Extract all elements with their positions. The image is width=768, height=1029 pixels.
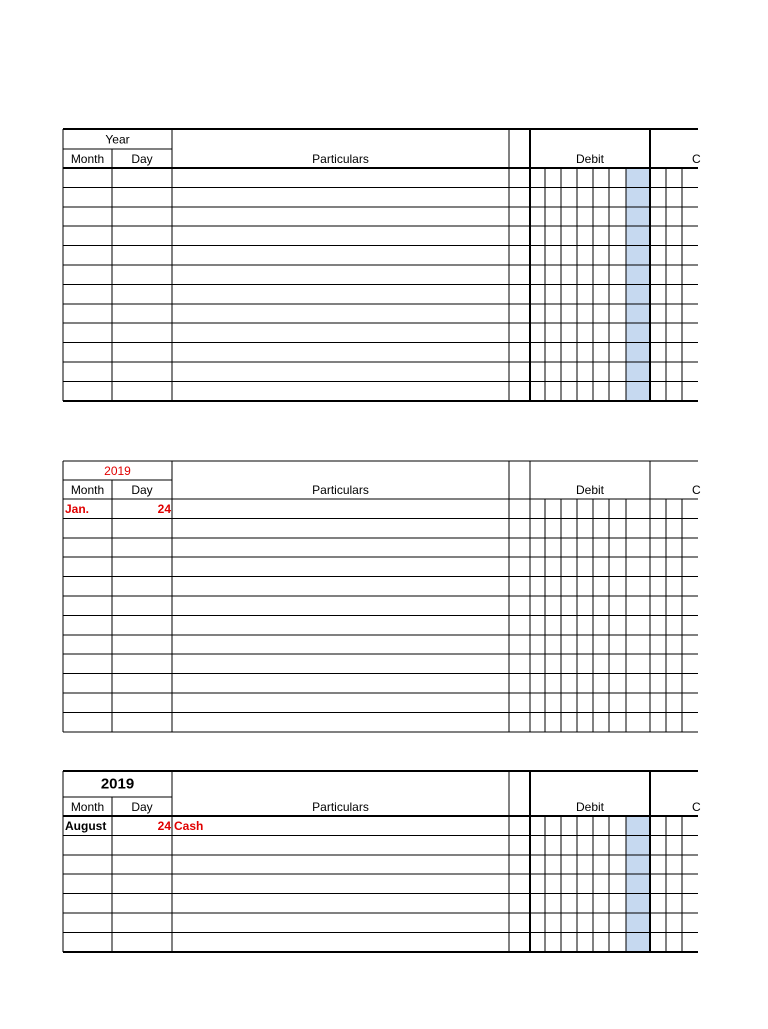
year-label: 2019 [104, 464, 131, 478]
debit-header: Debit [575, 800, 605, 814]
journal-table [63, 461, 701, 732]
entry-particulars: Cash [174, 819, 204, 834]
credit-header-partial: C [692, 483, 701, 497]
particulars-header: Particulars [312, 152, 369, 166]
shaded-cents-column [626, 816, 650, 952]
year-label: Year [105, 132, 130, 147]
credit-header-partial: C [692, 152, 701, 166]
entry-day: 24 [157, 819, 171, 834]
entry-day: 24 [157, 502, 171, 517]
month-header: Month [70, 483, 105, 497]
credit-header-partial: C [692, 800, 701, 814]
month-header: Month [70, 152, 105, 166]
month-header: Month [70, 800, 105, 814]
year-label: 2019 [100, 775, 135, 793]
day-header: Day [131, 800, 153, 814]
particulars-header: Particulars [312, 483, 369, 497]
entry-month: August [65, 819, 107, 834]
particulars-header: Particulars [312, 800, 369, 814]
debit-header: Debit [575, 152, 605, 166]
journal-table [63, 129, 701, 401]
debit-header: Debit [575, 483, 605, 497]
entry-month: Jan. [65, 502, 90, 517]
day-header: Day [131, 483, 153, 497]
day-header: Day [131, 152, 153, 166]
journal-table [63, 771, 701, 952]
